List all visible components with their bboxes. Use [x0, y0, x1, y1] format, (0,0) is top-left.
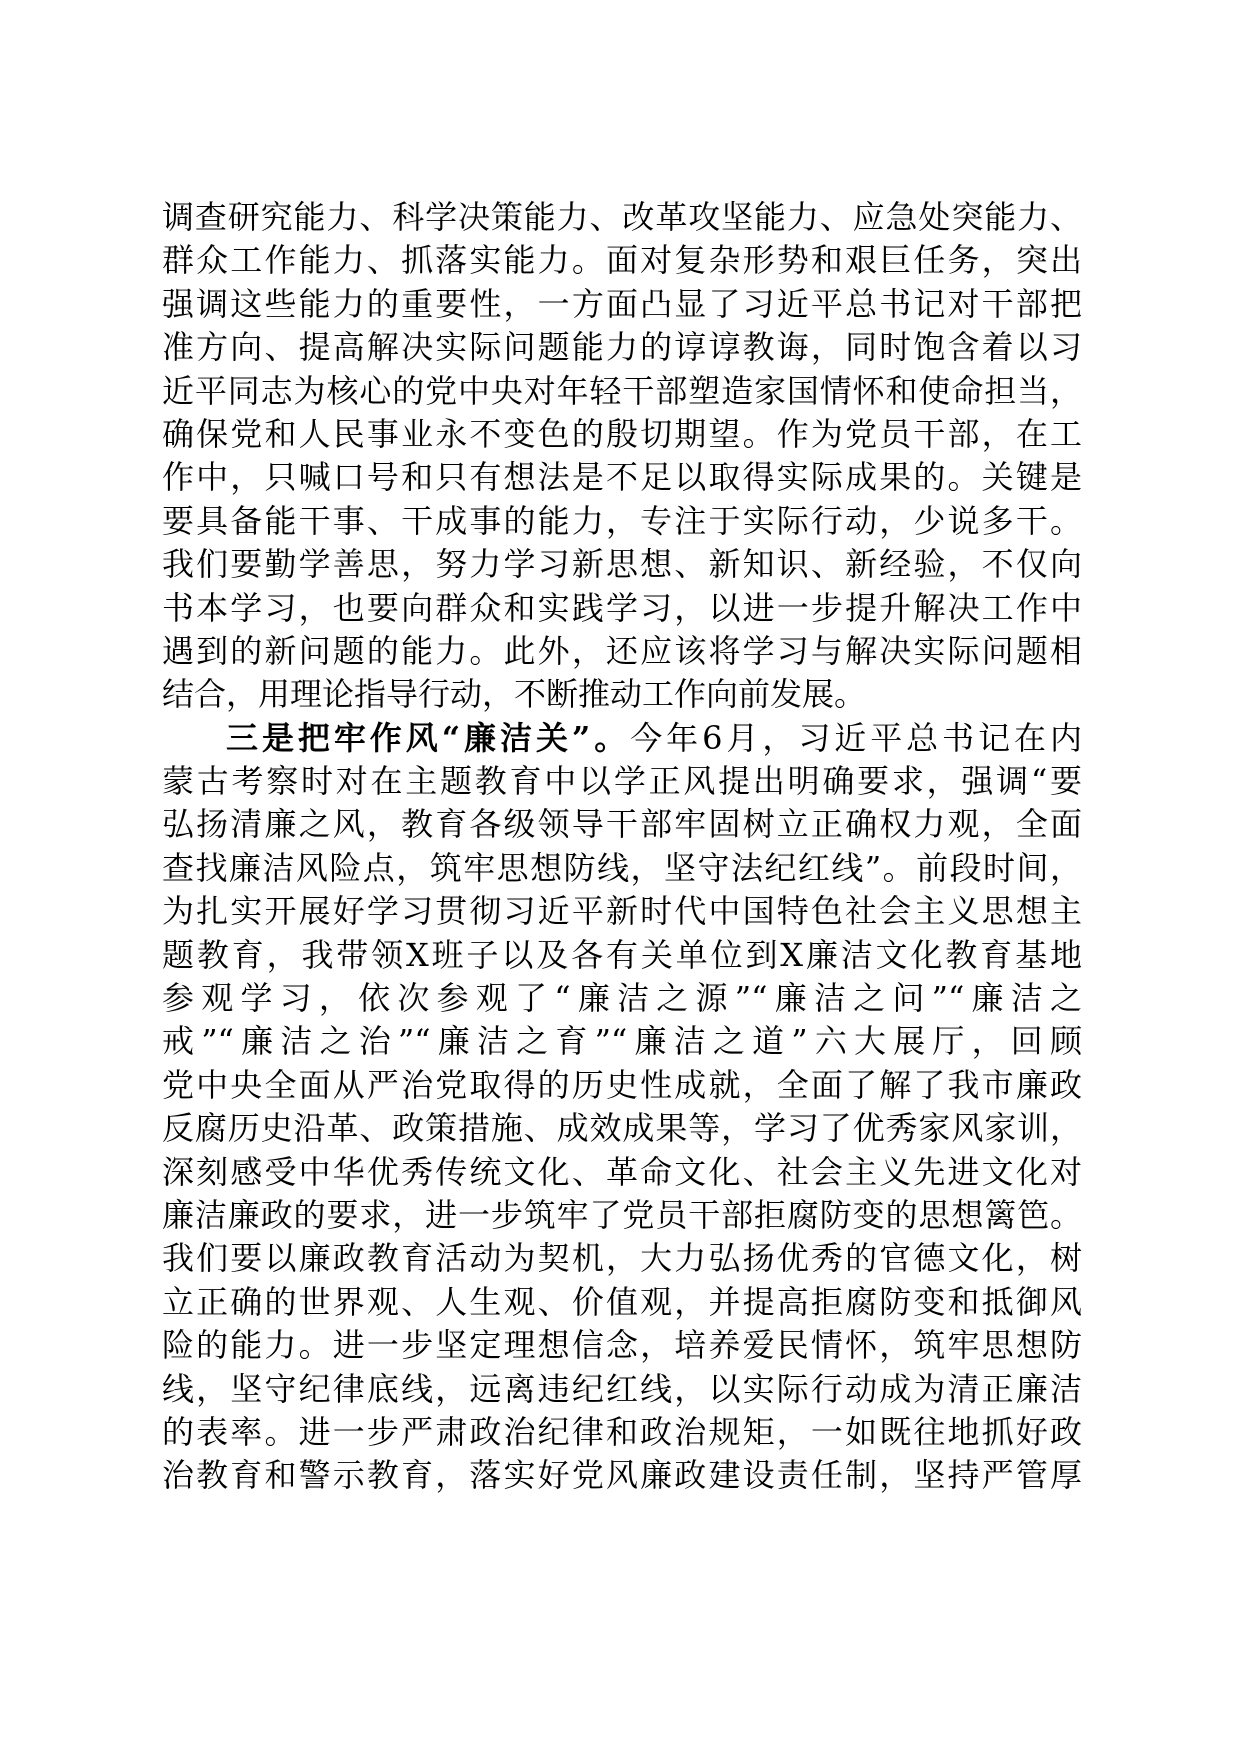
paragraph-2-line-6: 题教育，我带领X班子以及各有关单位到X廉洁文化教育基地: [162, 935, 1082, 974]
paragraph-2-line-11: 深刻感受中华优秀传统文化、革命文化、社会主义先进文化对: [162, 1152, 1082, 1191]
paragraph-2-line-13: 我们要以廉政教育活动为契机，大力弘扬优秀的官德文化，树: [162, 1239, 1082, 1278]
paragraph-2-line-12: 廉洁廉政的要求，进一步筑牢了党员干部拒腐防变的思想篱笆。: [162, 1195, 1082, 1234]
paragraph-2-line-10: 反腐历史沿革、政策措施、成效成果等，学习了优秀家风家训，: [162, 1109, 1082, 1148]
paragraph-1-line-1: 调查研究能力、科学决策能力、改革攻坚能力、应急处突能力、: [162, 198, 1082, 236]
paragraph-2-line-17: 的表率。进一步严肃政治纪律和政治规矩，一如既往地抓好政: [162, 1412, 1082, 1451]
paragraph-1-line-8: 要具备能干事、干成事的能力，专注于实际行动，少说多干。: [162, 501, 1082, 540]
paragraph-2-line-4: 查找廉洁风险点，筑牢思想防线，坚守法纪红线”。前段时间，: [162, 848, 1082, 887]
document-body: [162, 196, 1082, 1498]
paragraph-2-line-7: 参观学习，依次参观了“廉洁之源”“廉洁之问”“廉洁之: [162, 979, 1082, 1018]
paragraph-2-line-9: 党中央全面从严治党取得的历史性成就，全面了解了我市廉政: [162, 1065, 1082, 1104]
paragraph-2-line-16: 线，坚守纪律底线，远离违纪红线，以实际行动成为清正廉洁: [162, 1369, 1082, 1408]
paragraph-2-line-15: 险的能力。进一步坚定理想信念，培养爱民情怀，筑牢思想防: [162, 1326, 1082, 1365]
paragraph-1-line-12: 结合，用理论指导行动，不断推动工作向前发展。: [162, 675, 867, 714]
paragraph-1-line-3: 强调这些能力的重要性，一方面凸显了习近平总书记对干部把: [162, 284, 1082, 323]
paragraph-1-line-5: 近平同志为核心的党中央对年轻干部塑造家国情怀和使命担当，: [162, 371, 1082, 410]
paragraph-1-line-6: 确保党和人民事业永不变色的殷切期望。作为党员干部，在工: [162, 414, 1082, 453]
paragraph-2-line-1: [162, 717, 1082, 760]
paragraph-2-line-8: 戒”“廉洁之治”“廉洁之育”“廉洁之道”六大展厅，回顾: [162, 1022, 1082, 1061]
paragraph-2-line-18: 治教育和警示教育，落实好党风廉政建设责任制，坚持严管厚: [162, 1456, 1082, 1495]
paragraph-1-line-11: 遇到的新问题的能力。此外，还应该将学习与解决实际问题相: [162, 631, 1082, 670]
paragraph-2-line-1-text: 今年6月，习近平总书记在内: [630, 718, 1082, 757]
paragraph-1-line-10: 书本学习，也要向群众和实践学习，以进一步提升解决工作中: [162, 588, 1082, 627]
paragraph-2-line-2: 蒙古考察时对在主题教育中以学正风提出明确要求，强调“要: [162, 762, 1082, 801]
paragraph-1-line-7: 作中，只喊口号和只有想法是不足以取得实际成果的。关键是: [162, 458, 1082, 497]
paragraph-2-line-3: 弘扬清廉之风，教育各级领导干部牢固树立正确权力观，全面: [162, 805, 1082, 844]
paragraph-1-line-2: 群众工作能力、抓落实能力。面对复杂形势和艰巨任务，突出: [162, 241, 1082, 280]
paragraph-1-line-4: 准方向、提高解决实际问题能力的谆谆教诲，同时饱含着以习: [162, 328, 1082, 367]
paragraph-2-line-14: 立正确的世界观、人生观、价值观，并提高拒腐防变和抵御风: [162, 1282, 1082, 1321]
paragraph-1-line-9: 我们要勤学善思，努力学习新思想、新知识、新经验，不仅向: [162, 545, 1082, 584]
paragraph-2-line-5: 为扎实开展好学习贯彻习近平新时代中国特色社会主义思想主: [162, 892, 1082, 931]
section-heading: 三是把牢作风“廉洁关”。: [226, 718, 631, 757]
